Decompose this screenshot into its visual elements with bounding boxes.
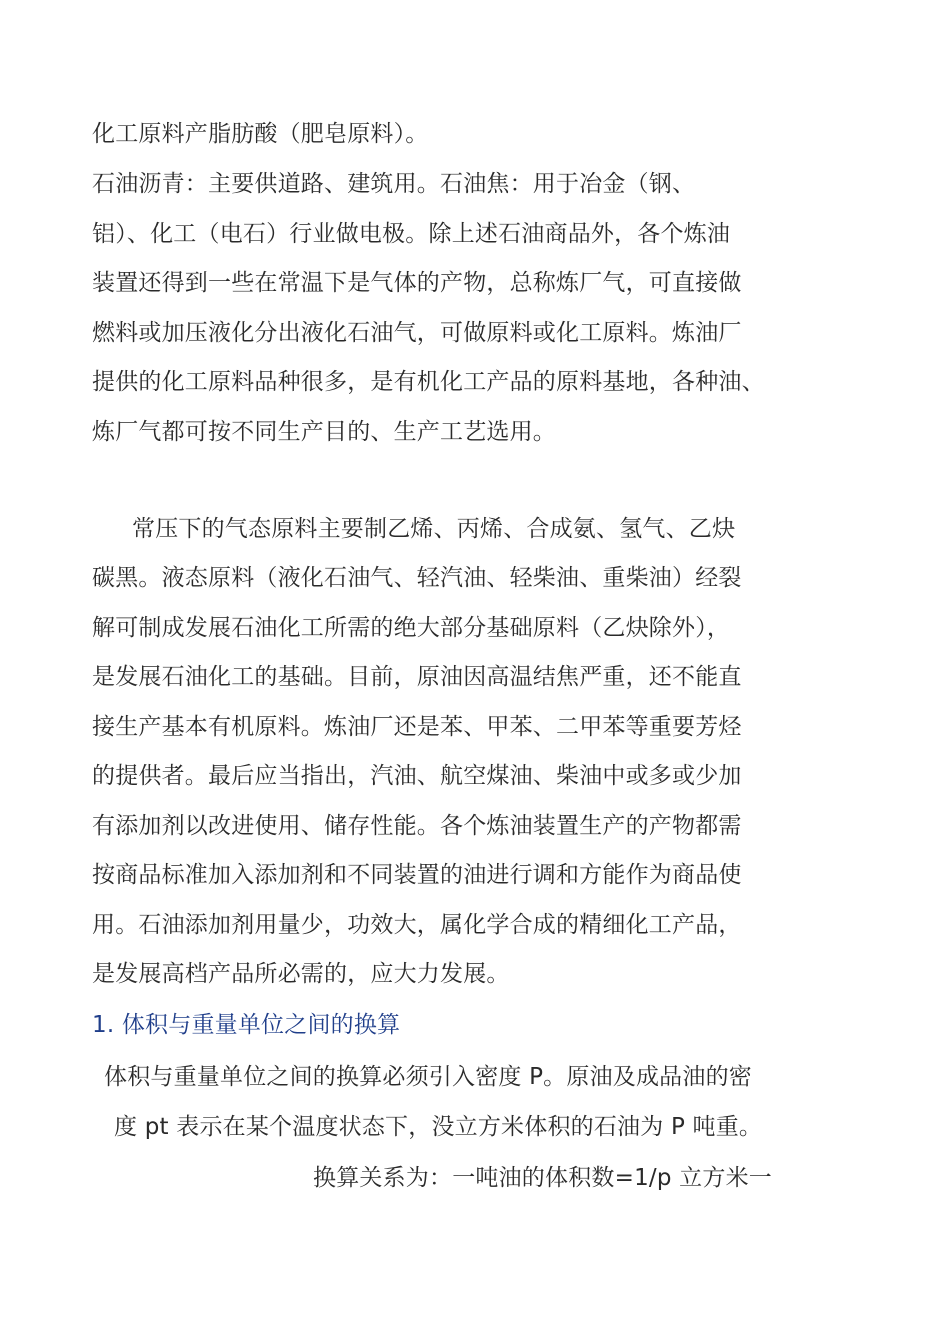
paragraph-line: 是发展高档产品所必需的，应大力发展。: [92, 961, 510, 987]
paragraph-line: 铝）、化工（电石）行业做电极。除上述石油商品外，各个炼油: [92, 221, 731, 247]
paragraph-line: 体积与重量单位之间的换算必须引入密度 P。原油及成品油的密: [104, 1064, 752, 1090]
paragraph-line: 有添加剂以改进使用、储存性能。各个炼油装置生产的产物都需: [92, 813, 742, 839]
paragraph-line: 碳黑。液态原料（液化石油气、轻汽油、轻柴油、重柴油）经裂: [92, 565, 742, 591]
paragraph-line: 用。石油添加剂用量少，功效大，属化学合成的精细化工产品，: [92, 912, 742, 938]
paragraph-line: 解可制成发展石油化工所需的绝大部分基础原料（乙炔除外），: [92, 615, 731, 641]
paragraph-line: 燃料或加压液化分出液化石油气，可做原料或化工原料。炼油厂: [92, 320, 742, 346]
paragraph-line: 按商品标准加入添加剂和不同装置的油进行调和方能作为商品使: [92, 862, 742, 888]
paragraph-line: 度 pt 表示在某个温度状态下，没立方米体积的石油为 P 吨重。: [114, 1114, 763, 1140]
section-heading: 1. 体积与重量单位之间的换算: [92, 1012, 401, 1038]
paragraph-line: 炼厂气都可按不同生产目的、生产工艺选用。: [92, 419, 556, 445]
paragraph-line: 的提供者。最后应当指出，汽油、航空煤油、柴油中或多或少加: [92, 763, 742, 789]
paragraph-line: 接生产基本有机原料。炼油厂还是苯、甲苯、二甲苯等重要芳烃: [92, 714, 742, 740]
paragraph-line: 换算关系为：一吨油的体积数=1/p 立方米一: [313, 1165, 772, 1191]
paragraph-line: 化工原料产脂肪酸（肥皂原料）。: [92, 121, 429, 147]
paragraph-line: 装置还得到一些在常温下是气体的产物，总称炼厂气，可直接做: [92, 270, 742, 296]
paragraph-line: 提供的化工原料品种很多，是有机化工产品的原料基地，各种油、: [92, 369, 765, 395]
paragraph-line: 石油沥青：主要供道路、建筑用。石油焦：用于冶金（钢、: [92, 171, 696, 197]
paragraph-line: 是发展石油化工的基础。目前，原油因高温结焦严重，还不能直: [92, 664, 742, 690]
paragraph-line: 常压下的气态原料主要制乙烯、丙烯、合成氨、氢气、乙炔: [132, 516, 736, 542]
